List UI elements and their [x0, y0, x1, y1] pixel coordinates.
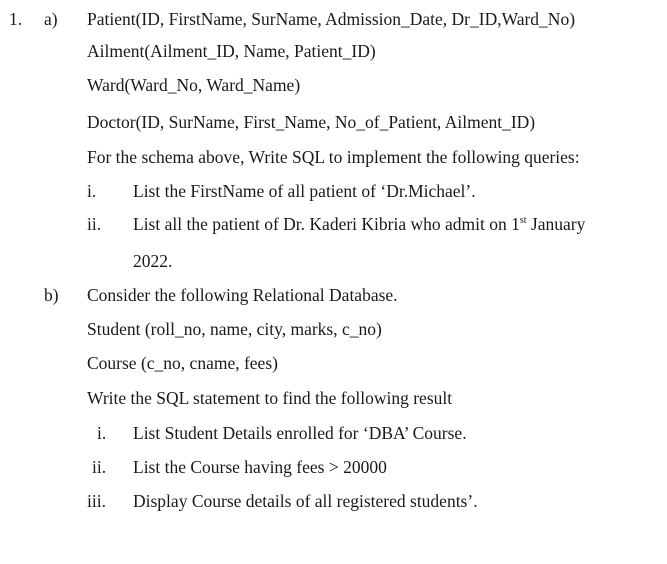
query-text-tail: January: [526, 214, 586, 234]
query-text-main: List all the patient of Dr. Kaderi Kibria who admit on 1: [133, 214, 520, 234]
schema-line-ailment: Ailment(Ailment_ID, Name, Patient_ID): [87, 41, 376, 61]
query-numeral: ii.: [87, 214, 102, 234]
query-numeral: ii.: [92, 457, 107, 477]
query-text: Display Course details of all registered students’.: [133, 491, 478, 511]
query-numeral: i.: [97, 423, 107, 443]
question-number: 1.: [9, 9, 23, 29]
ordinal-superscript: st: [519, 215, 527, 226]
part-b-label: b): [44, 285, 59, 305]
schema-line-student: Student (roll_no, name, city, marks, c_no): [87, 319, 382, 339]
part-b-intro: Consider the following Relational Database.: [87, 285, 398, 305]
query-text-continuation: 2022.: [133, 251, 173, 271]
query-numeral: i.: [87, 181, 97, 201]
schema-line-doctor: Doctor(ID, SurName, First_Name, No_of_Patient, Ailment_ID): [87, 112, 536, 132]
schema-line-course: Course (c_no, cname, fees): [87, 353, 278, 373]
query-numeral: iii.: [87, 491, 106, 511]
query-text: [133, 216, 585, 234]
part-a-instruction: For the schema above, Write SQL to implement the following queries:: [87, 147, 580, 167]
schema-line-ward: Ward(Ward_No, Ward_Name): [87, 75, 301, 95]
part-b-instruction: Write the SQL statement to find the following result: [87, 388, 453, 408]
schema-line-patient: Patient(ID, FirstName, SurName, Admission_Date, Dr_ID,Ward_No): [87, 9, 576, 29]
query-text: List the FirstName of all patient of ‘Dr.Michael’.: [133, 181, 476, 201]
part-a-label: a): [44, 9, 58, 29]
query-text: List Student Details enrolled for ‘DBA’ Course.: [133, 423, 467, 443]
query-text: List the Course having fees > 20000: [133, 457, 387, 477]
